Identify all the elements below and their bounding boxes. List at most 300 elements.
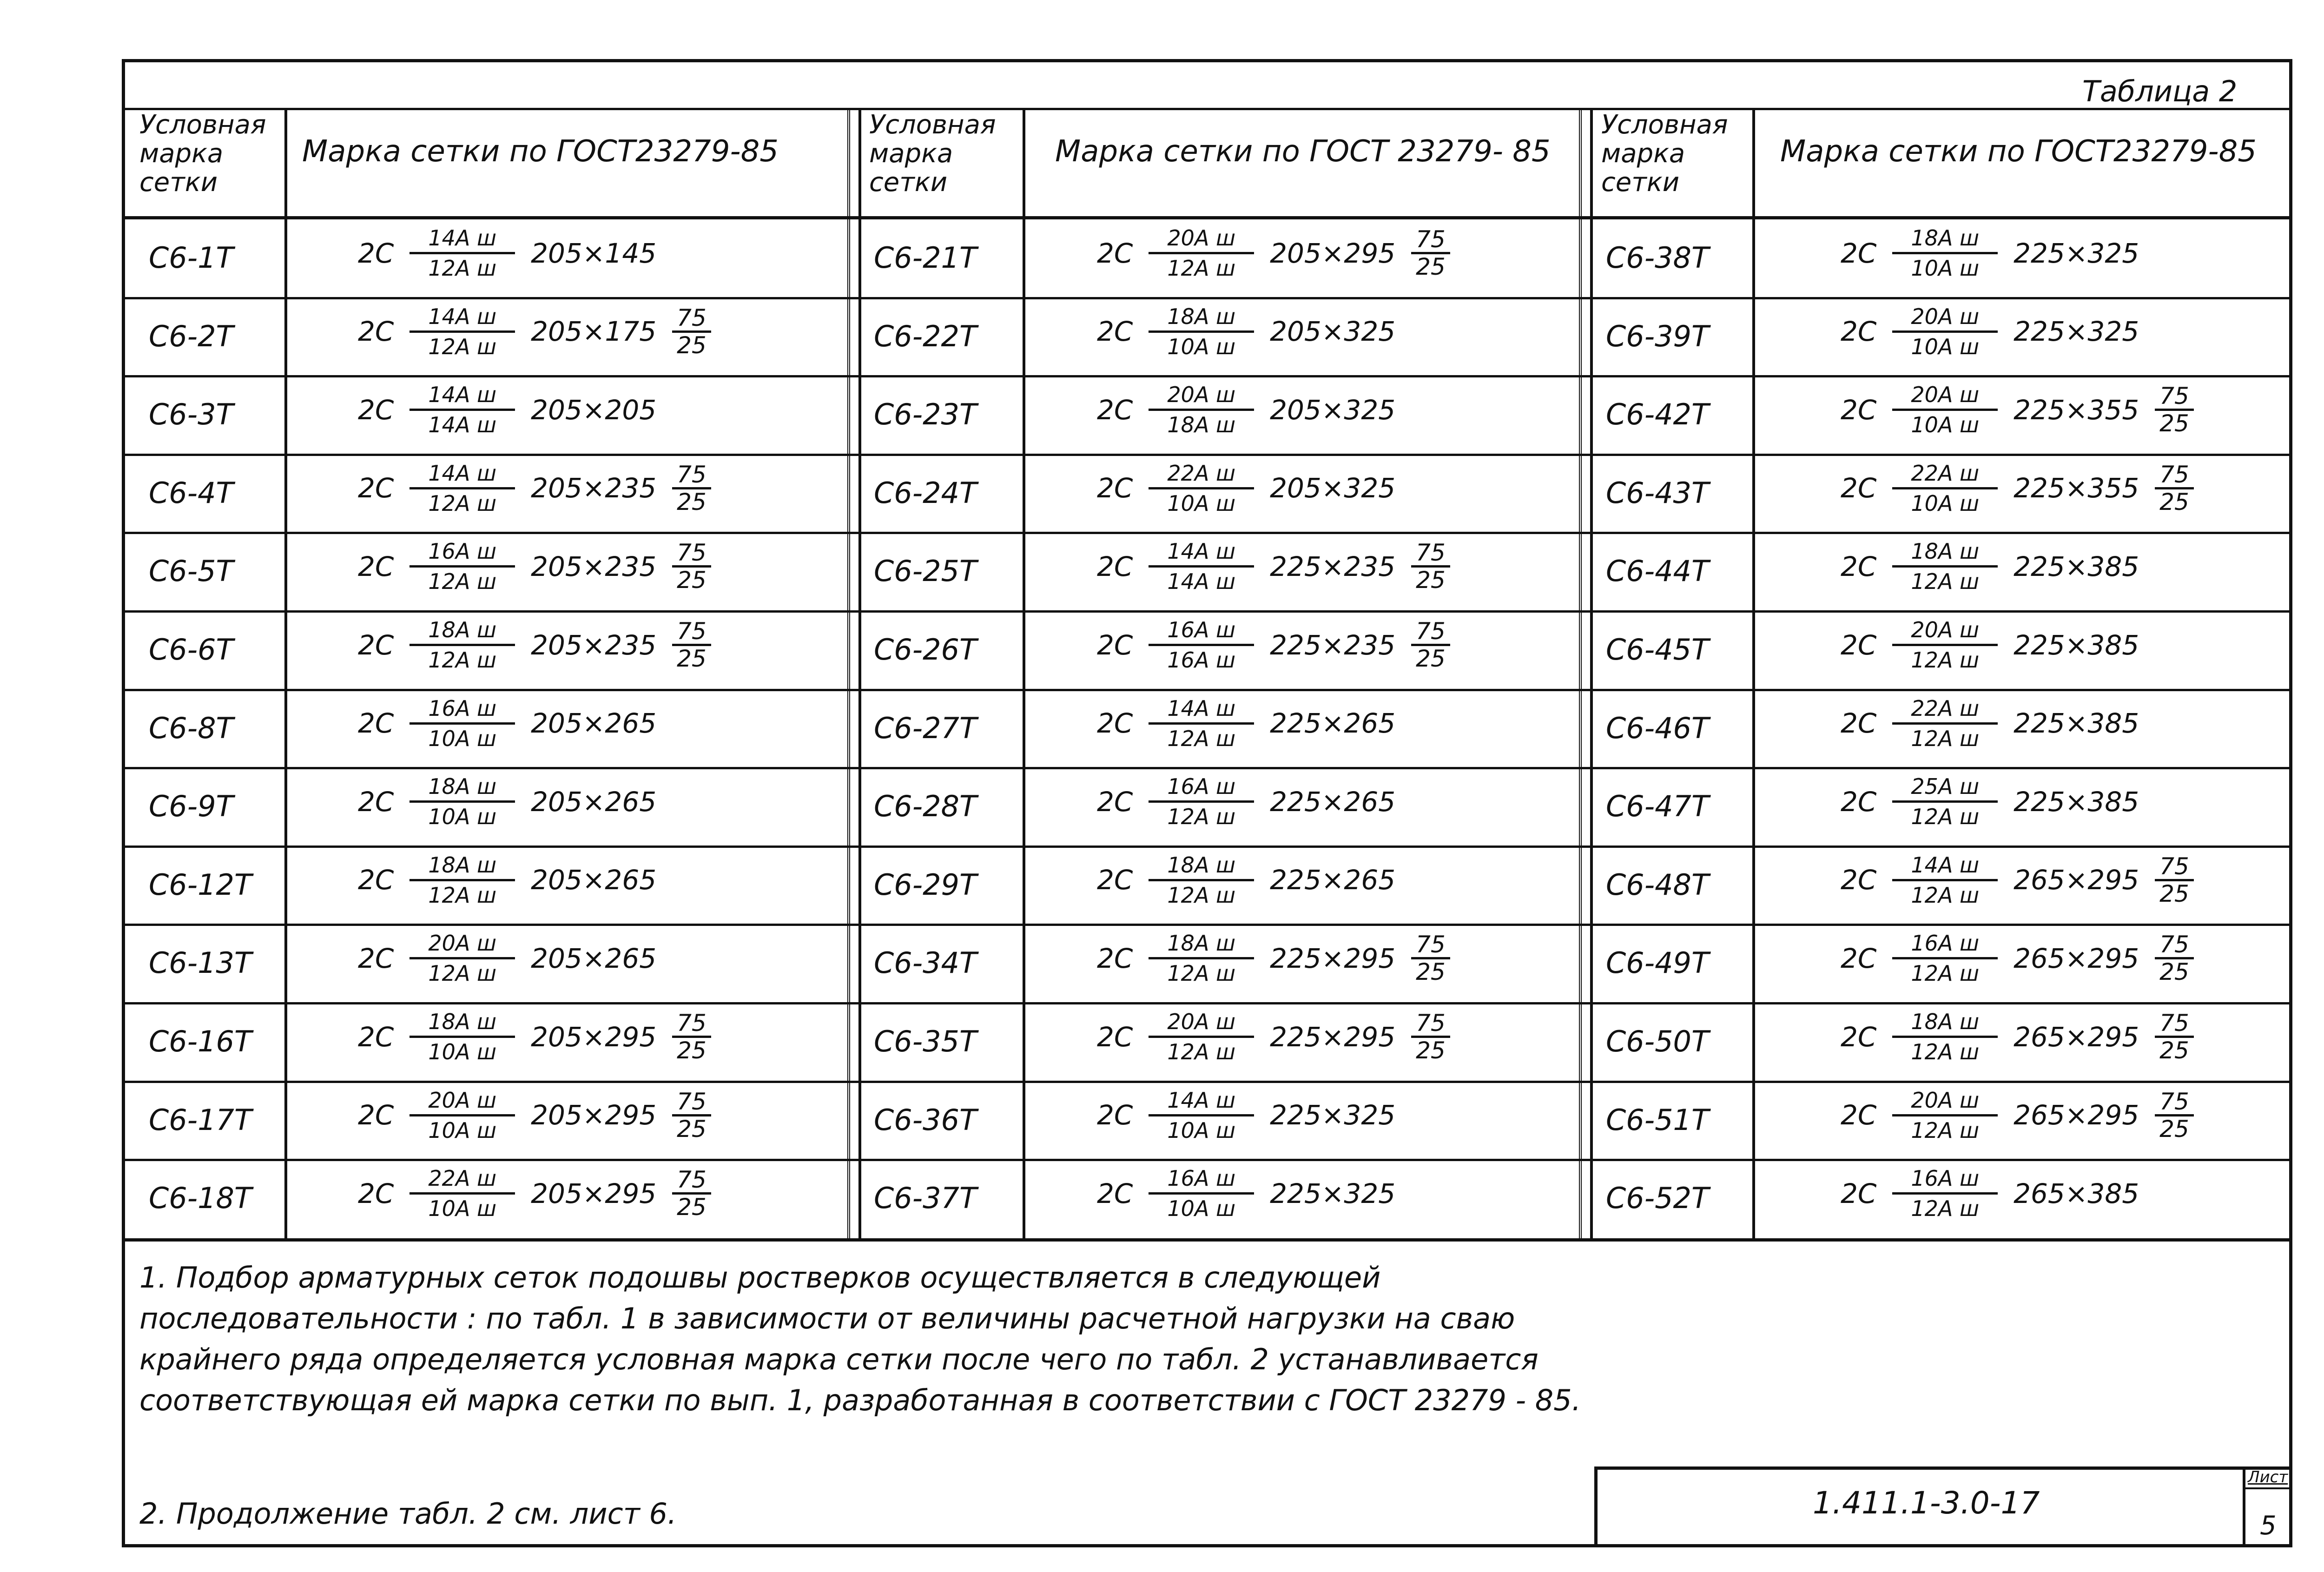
- grid-code-cell: С6-29Т: [874, 867, 977, 902]
- rebar-bottom: 12А ш: [1911, 882, 1980, 908]
- rebar-top: 18А ш: [1892, 538, 1998, 568]
- rebar-fraction: [1892, 538, 1998, 594]
- grid-mark-cell: [1841, 460, 2194, 516]
- grid-code-cell: С6-5Т: [149, 554, 234, 588]
- rebar-top: 16А ш: [409, 695, 515, 725]
- rebar-bottom: 14А ш: [428, 412, 497, 438]
- mark-prefix: 2С: [358, 394, 394, 426]
- spacing-top: 75: [2155, 1011, 2194, 1038]
- grid-code-cell: С6-13Т: [149, 946, 252, 980]
- spacing-fraction: [1411, 227, 1450, 279]
- spacing-fraction: [2155, 383, 2194, 436]
- note-1: 1. Подбор арматурных сеток подошвы ростверков осуществляется в следующей последовательности : по табл. 1 в зависимости от величины расчетной нагрузки на сваю крайнего ряда определяется условная марка сетки после чего по табл. 2 устанавливается соответствующая ей марка сетки по вып. 1, разработанная в соответствии с ГОСТ 23279 - 85.: [139, 1261, 1581, 1417]
- grid-code-cell: С6-38Т: [1606, 241, 1709, 275]
- grid-mark-cell: [1097, 1087, 1395, 1143]
- mark-prefix: 2С: [358, 629, 394, 661]
- mark-prefix: 2С: [1841, 316, 1877, 348]
- rebar-fraction: [409, 382, 515, 438]
- row-line: [122, 610, 2292, 613]
- mesh-size: 205×325: [1270, 316, 1396, 348]
- grid-code-cell: С6-23Т: [874, 397, 977, 432]
- grid-mark-cell: [1841, 930, 2194, 986]
- spacing-fraction: [1411, 932, 1450, 984]
- grid-mark-cell: [1841, 695, 2139, 752]
- mark-prefix: 2С: [358, 707, 394, 740]
- row-line: [122, 297, 2292, 299]
- grid-code-cell: С6-37Т: [874, 1181, 977, 1215]
- rebar-fraction: [1892, 460, 1998, 516]
- mesh-size: 225×325: [2014, 316, 2139, 348]
- mark-prefix: 2С: [1097, 550, 1133, 582]
- spacing-top: 75: [1411, 1011, 1450, 1038]
- mesh-size: 225×355: [2014, 394, 2139, 426]
- spacing-fraction: [2155, 932, 2194, 984]
- spacing-bottom: 25: [2159, 410, 2189, 437]
- spacing-top: 75: [1411, 932, 1450, 959]
- rebar-bottom: 12А ш: [428, 490, 497, 516]
- rebar-fraction: [1892, 1009, 1998, 1065]
- spacing-fraction: [1411, 1011, 1450, 1063]
- rebar-fraction: [409, 304, 515, 360]
- grid-mark-cell: [358, 1087, 711, 1143]
- grid-mark-cell: [358, 930, 656, 986]
- grid-code-cell: С6-50Т: [1606, 1024, 1709, 1058]
- rebar-bottom: 10А ш: [1167, 334, 1236, 359]
- spacing-fraction: [672, 1011, 711, 1063]
- rebar-top: 18А ш: [1892, 225, 1998, 254]
- mark-prefix: 2С: [1841, 1177, 1877, 1209]
- mark-prefix: 2С: [358, 316, 394, 348]
- grid-mark-cell: [1841, 538, 2139, 594]
- mark-prefix: 2С: [1097, 1099, 1133, 1131]
- row-line: [122, 1081, 2292, 1083]
- rebar-fraction: [409, 617, 515, 673]
- mesh-size: 205×235: [531, 550, 657, 582]
- spacing-fraction: [672, 619, 711, 671]
- rebar-bottom: 12А ш: [1167, 256, 1236, 281]
- mark-prefix: 2С: [1097, 629, 1133, 661]
- rebar-fraction: [1892, 1087, 1998, 1143]
- spacing-bottom: 25: [2159, 1037, 2189, 1064]
- mesh-size: 265×295: [2014, 942, 2139, 974]
- mesh-size: 205×265: [531, 707, 657, 740]
- rebar-top: 18А ш: [1149, 930, 1254, 959]
- spacing-fraction: [2155, 1089, 2194, 1142]
- row-line: [122, 1002, 2292, 1004]
- spacing-bottom: 25: [677, 488, 706, 515]
- rebar-top: 20А ш: [1892, 304, 1998, 333]
- mesh-size: 205×175: [531, 316, 657, 348]
- rebar-bottom: 10А ш: [428, 1117, 497, 1143]
- rebar-fraction: [1149, 382, 1254, 438]
- mark-prefix: 2С: [1841, 942, 1877, 974]
- grid-code-cell: С6-4Т: [149, 476, 234, 510]
- rebar-fraction: [1149, 460, 1254, 516]
- rebar-top: 16А ш: [1149, 773, 1254, 803]
- rebar-bottom: 12А ш: [1167, 726, 1236, 751]
- rebar-fraction: [409, 538, 515, 594]
- grid-code-cell: С6-46Т: [1606, 711, 1709, 745]
- mesh-size: 225×295: [1270, 1021, 1396, 1053]
- mesh-size: 225×385: [2014, 707, 2139, 740]
- mark-prefix: 2С: [358, 1099, 394, 1131]
- rebar-top: 20А ш: [1149, 382, 1254, 411]
- mark-prefix: 2С: [358, 864, 394, 896]
- rebar-top: 20А ш: [1149, 225, 1254, 254]
- rebar-bottom: 14А ш: [1167, 569, 1236, 594]
- spacing-bottom: 25: [677, 567, 706, 594]
- mesh-size: 265×295: [2014, 864, 2139, 896]
- spacing-bottom: 25: [1416, 645, 1446, 672]
- spacing-top: 75: [672, 1167, 711, 1195]
- grid-mark-cell: [1841, 304, 2139, 360]
- grid-code-cell: С6-24Т: [874, 476, 977, 510]
- rebar-fraction: [409, 930, 515, 986]
- rebar-fraction: [1149, 930, 1254, 986]
- spacing-fraction: [1411, 619, 1450, 671]
- rebar-bottom: 12А ш: [428, 256, 497, 281]
- rebar-bottom: 12А ш: [1167, 804, 1236, 830]
- mesh-size: 205×295: [1270, 237, 1396, 269]
- spacing-top: 75: [672, 540, 711, 568]
- grid-code-cell: С6-2Т: [149, 319, 234, 353]
- row-line: [122, 689, 2292, 691]
- mark-prefix: 2С: [1841, 629, 1877, 661]
- header-code-a: Условная марка сетки: [139, 110, 266, 198]
- rebar-bottom: 12А ш: [1911, 647, 1980, 673]
- col-line-double-1: [847, 108, 861, 1241]
- rebar-top: 18А ш: [1892, 1009, 1998, 1038]
- rebar-fraction: [1149, 225, 1254, 281]
- grid-code-cell: С6-45Т: [1606, 633, 1709, 667]
- grid-mark-cell: [1097, 304, 1395, 360]
- grid-mark-cell: [358, 1165, 711, 1222]
- rebar-top: 14А ш: [409, 304, 515, 333]
- grid-code-cell: С6-21Т: [874, 241, 977, 275]
- spacing-top: 75: [1411, 619, 1450, 646]
- rebar-bottom: 12А ш: [1911, 726, 1980, 751]
- grid-mark-cell: [1841, 1165, 2139, 1222]
- rebar-top: 14А ш: [409, 460, 515, 489]
- spacing-top: 75: [672, 305, 711, 333]
- mesh-size: 205×235: [531, 472, 657, 504]
- rebar-bottom: 10А ш: [1911, 334, 1980, 359]
- mesh-size: 265×295: [2014, 1021, 2139, 1053]
- row-line: [122, 924, 2292, 926]
- mesh-size: 205×295: [531, 1177, 657, 1209]
- rebar-bottom: 12А ш: [1911, 1196, 1980, 1222]
- grid-code-cell: С6-52Т: [1606, 1181, 1709, 1215]
- rebar-top: 18А ш: [409, 773, 515, 803]
- spacing-bottom: 25: [677, 1194, 706, 1221]
- mesh-size: 205×265: [531, 786, 657, 818]
- mark-prefix: 2С: [1097, 394, 1133, 426]
- mesh-size: 225×325: [1270, 1177, 1396, 1209]
- grid-mark-cell: [1097, 930, 1450, 986]
- mark-prefix: 2С: [358, 550, 394, 582]
- rebar-top: 14А ш: [1892, 852, 1998, 881]
- header-mark-b: Марка сетки по ГОСТ 23279- 85: [1055, 134, 1551, 169]
- rebar-top: 16А ш: [1149, 1165, 1254, 1195]
- rebar-top: 20А ш: [1892, 382, 1998, 411]
- rebar-fraction: [1149, 773, 1254, 830]
- rebar-fraction: [1149, 1165, 1254, 1222]
- table-top-line: [122, 108, 2292, 110]
- grid-code-cell: С6-6Т: [149, 633, 234, 667]
- grid-code-cell: С6-28Т: [874, 789, 977, 824]
- mark-prefix: 2С: [358, 1021, 394, 1053]
- row-line: [122, 845, 2292, 848]
- mark-prefix: 2С: [358, 472, 394, 504]
- rebar-fraction: [409, 773, 515, 830]
- rebar-bottom: 12А ш: [1911, 1039, 1980, 1064]
- grid-mark-cell: [1097, 460, 1395, 516]
- rebar-top: 16А ш: [409, 538, 515, 568]
- rebar-top: 14А ш: [409, 225, 515, 254]
- rebar-top: 18А ш: [1149, 304, 1254, 333]
- header-bottom-line: [122, 216, 2292, 219]
- grid-code-cell: С6-17Т: [149, 1103, 252, 1137]
- grid-mark-cell: [1841, 225, 2139, 281]
- grid-code-cell: С6-27Т: [874, 711, 977, 745]
- rebar-fraction: [409, 1009, 515, 1065]
- col-line-3: [1752, 108, 1755, 1241]
- rebar-bottom: 12А ш: [428, 647, 497, 673]
- rebar-top: 16А ш: [1892, 930, 1998, 959]
- mark-prefix: 2С: [1841, 707, 1877, 740]
- mesh-size: 225×235: [1270, 629, 1396, 661]
- document-code: 1.411.1-3.0-17: [1813, 1485, 2040, 1521]
- rebar-fraction: [1892, 617, 1998, 673]
- grid-code-cell: С6-25Т: [874, 554, 977, 588]
- spacing-fraction: [672, 305, 711, 358]
- spacing-bottom: 25: [1416, 1037, 1446, 1064]
- rebar-bottom: 12А ш: [1911, 569, 1980, 594]
- mark-prefix: 2С: [358, 786, 394, 818]
- mark-prefix: 2С: [1097, 1177, 1133, 1209]
- note-2: 2. Продолжение табл. 2 см. лист 6.: [139, 1497, 677, 1531]
- grid-mark-cell: [1841, 617, 2139, 673]
- mesh-size: 265×295: [2014, 1099, 2139, 1131]
- rebar-fraction: [1149, 1087, 1254, 1143]
- grid-code-cell: С6-1Т: [149, 241, 234, 275]
- header-mark-a: Марка сетки по ГОСТ23279-85: [302, 134, 779, 169]
- mesh-size: 225×355: [2014, 472, 2139, 504]
- grid-mark-cell: [1841, 852, 2194, 908]
- grid-mark-cell: [358, 852, 656, 908]
- mark-prefix: 2С: [1097, 864, 1133, 896]
- rebar-fraction: [1892, 1165, 1998, 1222]
- grid-mark-cell: [358, 773, 656, 830]
- rebar-top: 20А ш: [409, 1087, 515, 1116]
- spacing-bottom: 25: [2159, 880, 2189, 907]
- mesh-size: 225×385: [2014, 550, 2139, 582]
- grid-code-cell: С6-34Т: [874, 946, 977, 980]
- rebar-fraction: [409, 852, 515, 908]
- spacing-bottom: 25: [1416, 958, 1446, 986]
- sheet-divider: [2243, 1487, 2292, 1489]
- row-line: [122, 1159, 2292, 1161]
- mesh-size: 225×235: [1270, 550, 1396, 582]
- grid-code-cell: С6-44Т: [1606, 554, 1709, 588]
- spacing-top: 75: [1411, 227, 1450, 254]
- rebar-top: 18А ш: [409, 617, 515, 646]
- mesh-size: 205×325: [1270, 394, 1396, 426]
- grid-mark-cell: [358, 695, 656, 752]
- grid-mark-cell: [1841, 773, 2139, 830]
- grid-mark-cell: [358, 304, 711, 360]
- rebar-fraction: [1149, 538, 1254, 594]
- mark-prefix: 2С: [1841, 550, 1877, 582]
- mesh-size: 205×145: [531, 237, 657, 269]
- mark-prefix: 2С: [1097, 786, 1133, 818]
- mark-prefix: 2С: [1097, 472, 1133, 504]
- grid-mark-cell: [1841, 1009, 2194, 1065]
- spacing-top: 75: [2155, 383, 2194, 411]
- mesh-size: 225×265: [1270, 864, 1396, 896]
- rebar-top: 18А ш: [409, 1009, 515, 1038]
- mark-prefix: 2С: [1841, 1021, 1877, 1053]
- header-code-c: Условная марка сетки: [1601, 110, 1728, 198]
- rebar-bottom: 10А ш: [1911, 256, 1980, 281]
- grid-code-cell: С6-35Т: [874, 1024, 977, 1058]
- spacing-top: 75: [672, 1089, 711, 1116]
- grid-mark-cell: [1097, 382, 1395, 438]
- grid-code-cell: С6-49Т: [1606, 946, 1709, 980]
- mark-prefix: 2С: [1841, 864, 1877, 896]
- mesh-size: 205×235: [531, 629, 657, 661]
- rebar-bottom: 10А ш: [1911, 412, 1980, 438]
- spacing-bottom: 25: [2159, 1115, 2189, 1143]
- rebar-top: 22А ш: [1892, 695, 1998, 725]
- grid-code-cell: С6-8Т: [149, 711, 234, 745]
- row-line: [122, 375, 2292, 377]
- rebar-bottom: 12А ш: [1911, 1117, 1980, 1143]
- rebar-bottom: 18А ш: [1167, 412, 1236, 438]
- grid-code-cell: С6-48Т: [1606, 867, 1709, 902]
- spacing-bottom: 25: [677, 331, 706, 359]
- rebar-bottom: 12А ш: [1167, 961, 1236, 986]
- mesh-size: 205×295: [531, 1099, 657, 1131]
- rebar-fraction: [409, 695, 515, 752]
- mark-prefix: 2С: [1841, 1099, 1877, 1131]
- grid-mark-cell: [358, 617, 711, 673]
- grid-mark-cell: [1097, 695, 1395, 752]
- spacing-fraction: [672, 1089, 711, 1142]
- rebar-fraction: [1149, 852, 1254, 908]
- spacing-top: 75: [2155, 462, 2194, 489]
- spacing-fraction: [672, 1167, 711, 1220]
- mark-prefix: 2С: [1097, 1021, 1133, 1053]
- mesh-size: 205×265: [531, 942, 657, 974]
- row-line: [122, 454, 2292, 456]
- mesh-size: 265×385: [2014, 1177, 2139, 1209]
- rebar-top: 18А ш: [409, 852, 515, 881]
- rebar-fraction: [1149, 617, 1254, 673]
- spacing-fraction: [1411, 540, 1450, 593]
- spacing-top: 75: [672, 462, 711, 489]
- grid-mark-cell: [358, 382, 656, 438]
- rebar-fraction: [1892, 225, 1998, 281]
- mesh-size: 225×265: [1270, 707, 1396, 740]
- spacing-bottom: 25: [2159, 488, 2189, 515]
- grid-code-cell: С6-39Т: [1606, 319, 1709, 353]
- spacing-top: 75: [672, 619, 711, 646]
- rebar-top: 22А ш: [1892, 460, 1998, 489]
- rebar-top: 18А ш: [1149, 852, 1254, 881]
- mesh-size: 225×385: [2014, 629, 2139, 661]
- grid-code-cell: С6-9Т: [149, 789, 234, 824]
- mark-prefix: 2С: [1097, 237, 1133, 269]
- rebar-fraction: [1892, 304, 1998, 360]
- rebar-bottom: 10А ш: [428, 1039, 497, 1064]
- rebar-bottom: 12А ш: [1911, 804, 1980, 830]
- spacing-top: 75: [1411, 540, 1450, 568]
- rebar-fraction: [409, 460, 515, 516]
- rebar-bottom: 10А ш: [428, 804, 497, 830]
- rebar-top: 20А ш: [1892, 1087, 1998, 1116]
- spacing-fraction: [672, 540, 711, 593]
- rebar-fraction: [1149, 1009, 1254, 1065]
- rebar-fraction: [1892, 382, 1998, 438]
- sheet-label: Лист: [2248, 1468, 2288, 1486]
- spacing-top: 75: [2155, 1089, 2194, 1116]
- rebar-bottom: 10А ш: [1167, 1117, 1236, 1143]
- mark-prefix: 2С: [1841, 394, 1877, 426]
- grid-mark-cell: [1097, 617, 1450, 673]
- grid-code-cell: С6-47Т: [1606, 789, 1709, 824]
- grid-mark-cell: [1097, 773, 1395, 830]
- spacing-top: 75: [672, 1011, 711, 1038]
- rebar-bottom: 10А ш: [1167, 1196, 1236, 1222]
- mesh-size: 205×295: [531, 1021, 657, 1053]
- grid-mark-cell: [1097, 538, 1450, 594]
- mark-prefix: 2С: [1841, 472, 1877, 504]
- rebar-top: 20А ш: [1892, 617, 1998, 646]
- table-label: Таблица 2: [2082, 74, 2238, 108]
- mark-prefix: 2С: [1097, 316, 1133, 348]
- rebar-fraction: [1892, 930, 1998, 986]
- rebar-fraction: [1892, 695, 1998, 752]
- rebar-top: 14А ш: [1149, 538, 1254, 568]
- grid-code-cell: С6-26Т: [874, 633, 977, 667]
- grid-mark-cell: [1097, 1165, 1395, 1222]
- grid-code-cell: С6-18Т: [149, 1181, 252, 1215]
- mesh-size: 225×325: [2014, 237, 2139, 269]
- rebar-fraction: [409, 225, 515, 281]
- mesh-size: 225×265: [1270, 786, 1396, 818]
- grid-code-cell: С6-12Т: [149, 867, 252, 902]
- rebar-bottom: 12А ш: [428, 334, 497, 359]
- mesh-size: 205×325: [1270, 472, 1396, 504]
- spacing-bottom: 25: [1416, 253, 1446, 280]
- grid-mark-cell: [358, 225, 656, 281]
- grid-mark-cell: [1841, 1087, 2194, 1143]
- rebar-top: 16А ш: [1149, 617, 1254, 646]
- rebar-top: 14А ш: [409, 382, 515, 411]
- grid-mark-cell: [1097, 225, 1450, 281]
- col-line-2: [1023, 108, 1025, 1241]
- rebar-bottom: 12А ш: [428, 569, 497, 594]
- col-line-1: [284, 108, 287, 1241]
- rebar-bottom: 16А ш: [1167, 647, 1236, 673]
- rebar-top: 25А ш: [1892, 773, 1998, 803]
- rebar-top: 14А ш: [1149, 695, 1254, 725]
- rebar-bottom: 12А ш: [1911, 961, 1980, 986]
- rebar-fraction: [1149, 695, 1254, 752]
- grid-code-cell: С6-51Т: [1606, 1103, 1709, 1137]
- spacing-bottom: 25: [677, 1037, 706, 1064]
